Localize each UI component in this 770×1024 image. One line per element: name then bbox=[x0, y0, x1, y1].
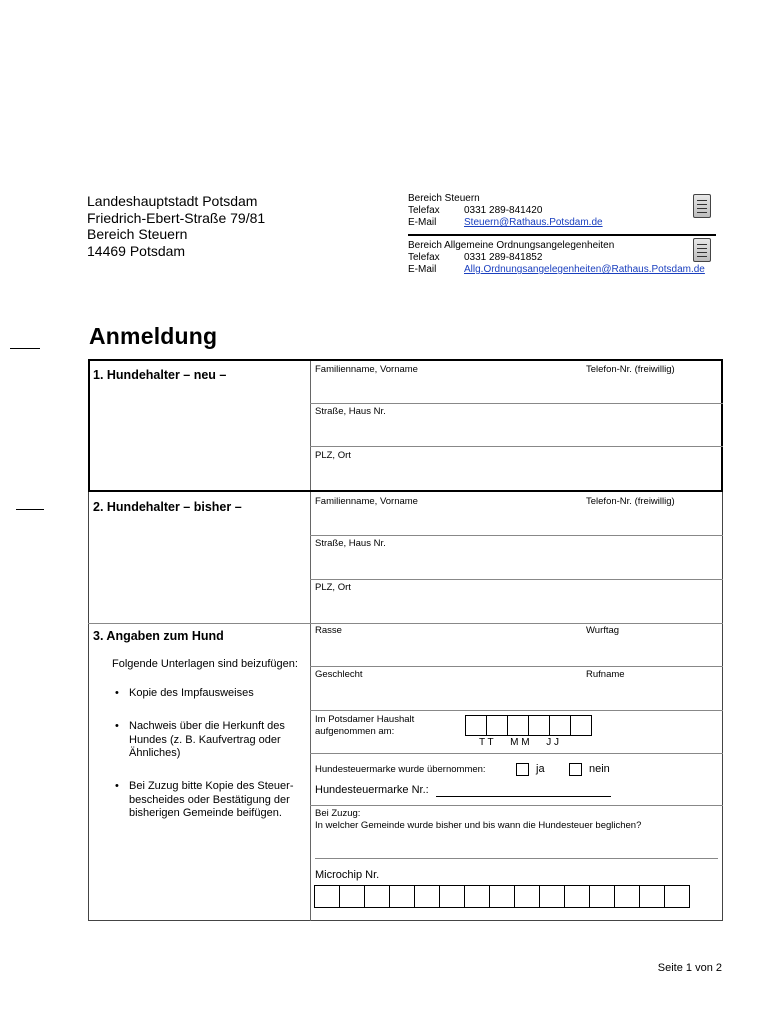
attachment-item: • Bei Zuzug bitte Kopie des Steuer- bescheides oder Bestätigung der bisherigen Gemeinde beifügen. bbox=[115, 780, 294, 819]
field-label-phone: Telefon-Nr. (freiwillig) bbox=[586, 364, 675, 375]
label-line: aufgenommen am: bbox=[315, 726, 395, 737]
field-label-phone: Telefon-Nr. (freiwillig) bbox=[586, 496, 675, 507]
label-line: In welcher Gemeinde wurde bisher und bis wann die Hundesteuer beglichen? bbox=[315, 820, 642, 831]
contact-steuern bbox=[408, 193, 603, 229]
field-label-city: PLZ, Ort bbox=[315, 582, 351, 593]
attachment-text: bescheides oder Bestätigung der bbox=[129, 793, 290, 806]
address-line: Friedrich-Ebert-Straße 79/81 bbox=[87, 209, 266, 226]
field-divider bbox=[310, 446, 723, 447]
attachment-text: Nachweis über die Herkunft des bbox=[129, 720, 285, 732]
section-heading: 1. Hundehalter – neu – bbox=[93, 368, 227, 382]
chip-cell[interactable] bbox=[389, 885, 415, 908]
microchip-label: Microchip Nr. bbox=[315, 869, 380, 881]
field-label-breed: Rasse bbox=[315, 625, 342, 636]
punch-mark bbox=[16, 509, 44, 510]
checkbox-no-label: nein bbox=[589, 763, 610, 775]
date-cell[interactable] bbox=[528, 715, 550, 736]
date-cell[interactable] bbox=[549, 715, 571, 736]
email-label: E-Mail bbox=[408, 264, 437, 275]
microchip-input-boxes[interactable] bbox=[315, 885, 690, 908]
fax-label: Telefax bbox=[408, 205, 440, 216]
fold-mark bbox=[10, 348, 40, 349]
field-divider bbox=[310, 535, 723, 536]
chip-cell[interactable] bbox=[664, 885, 690, 908]
chip-cell[interactable] bbox=[564, 885, 590, 908]
field-label-city: PLZ, Ort bbox=[315, 450, 351, 461]
fax-number: 0331 289-841420 bbox=[464, 205, 543, 216]
tag-transfer-question: Hundesteuermarke wurde übernommen: bbox=[315, 764, 486, 775]
registration-form bbox=[88, 359, 723, 921]
previous-municipality-question bbox=[315, 808, 641, 832]
tag-number-input[interactable] bbox=[436, 796, 611, 797]
previous-municipality-input[interactable] bbox=[315, 858, 718, 859]
attachment-text: Ähnliches) bbox=[129, 747, 181, 759]
fax-label: Telefax bbox=[408, 252, 440, 263]
field-divider bbox=[310, 579, 723, 580]
section-heading: 2. Hundehalter – bisher – bbox=[93, 500, 242, 514]
chip-cell[interactable] bbox=[314, 885, 340, 908]
label-line: Im Potsdamer Haushalt bbox=[315, 714, 415, 725]
date-format-hint: T T M M J J bbox=[479, 737, 560, 748]
chip-cell[interactable] bbox=[614, 885, 640, 908]
checkbox-yes-label: ja bbox=[536, 763, 545, 775]
section-heading: 3. Angaben zum Hund bbox=[93, 629, 224, 643]
form-border-bottom bbox=[88, 920, 723, 921]
chip-cell[interactable] bbox=[489, 885, 515, 908]
date-cell[interactable] bbox=[486, 715, 508, 736]
address-line: Landeshauptstadt Potsdam bbox=[87, 193, 258, 209]
chip-cell[interactable] bbox=[639, 885, 665, 908]
contact-heading: Bereich Allgemeine Ordnungsangelegenheiten bbox=[408, 240, 615, 251]
field-divider bbox=[310, 710, 723, 711]
field-divider bbox=[310, 666, 723, 667]
label-line: Bei Zuzug: bbox=[315, 808, 361, 819]
field-divider bbox=[310, 403, 723, 404]
field-label-sex: Geschlecht bbox=[315, 669, 363, 680]
email-link[interactable]: Allg.Ordnungsangelegenheiten@Rathaus.Potsdam.de bbox=[464, 264, 705, 275]
page-title: Anmeldung bbox=[89, 323, 218, 349]
attachment-item: • Kopie des Impfausweises bbox=[115, 687, 254, 699]
date-cell[interactable] bbox=[570, 715, 592, 736]
authority-address bbox=[87, 193, 265, 259]
checkbox-yes[interactable] bbox=[516, 763, 529, 776]
attachment-text: Bei Zuzug bitte Kopie des Steuer- bbox=[129, 780, 294, 792]
field-label-call-name: Rufname bbox=[586, 669, 625, 680]
chip-cell[interactable] bbox=[339, 885, 365, 908]
chip-cell[interactable] bbox=[414, 885, 440, 908]
field-divider bbox=[310, 753, 723, 754]
chip-cell[interactable] bbox=[539, 885, 565, 908]
field-label-name: Familienname, Vorname bbox=[315, 364, 418, 375]
fax-number: 0331 289-841852 bbox=[464, 252, 543, 263]
divider bbox=[408, 234, 716, 236]
checkbox-no[interactable] bbox=[569, 763, 582, 776]
page-number: Seite 1 von 2 bbox=[657, 962, 722, 974]
attachment-text: Kopie des Impfausweises bbox=[129, 687, 254, 699]
contact-heading: Bereich Steuern bbox=[408, 193, 480, 204]
address-line: 14469 Potsdam bbox=[87, 242, 186, 259]
attachment-item: • Nachweis über die Herkunft des Hundes (z. B. Kaufvertrag oder Ähnliches) bbox=[115, 720, 285, 759]
section-divider bbox=[88, 623, 723, 624]
chip-cell[interactable] bbox=[439, 885, 465, 908]
document-icon[interactable] bbox=[693, 238, 711, 262]
document-icon[interactable] bbox=[693, 194, 711, 218]
field-label-litter-date: Wurftag bbox=[586, 625, 620, 636]
field-divider bbox=[310, 805, 723, 806]
address-line: Bereich Steuern bbox=[87, 226, 188, 242]
field-label-name: Familienname, Vorname bbox=[315, 496, 418, 507]
email-link[interactable]: Steuern@Rathaus.Potsdam.de bbox=[464, 217, 603, 228]
email-label: E-Mail bbox=[408, 217, 437, 228]
chip-cell[interactable] bbox=[589, 885, 615, 908]
attachment-text: bisherigen Gemeinde beifügen. bbox=[129, 807, 282, 819]
date-cell[interactable] bbox=[465, 715, 487, 736]
field-label-household-date bbox=[315, 714, 414, 738]
chip-cell[interactable] bbox=[514, 885, 540, 908]
attachment-text: Hundes (z. B. Kaufvertrag oder bbox=[129, 733, 281, 746]
field-label-street: Straße, Haus Nr. bbox=[315, 406, 386, 417]
tag-number-label: Hundesteuermarke Nr.: bbox=[315, 784, 429, 796]
field-label-street: Straße, Haus Nr. bbox=[315, 538, 386, 549]
contact-ordnung bbox=[408, 240, 705, 276]
date-cell[interactable] bbox=[507, 715, 529, 736]
chip-cell[interactable] bbox=[364, 885, 390, 908]
date-input-boxes[interactable] bbox=[466, 715, 592, 736]
attachments-intro: Folgende Unterlagen sind beizufügen: bbox=[112, 658, 298, 670]
chip-cell[interactable] bbox=[464, 885, 490, 908]
